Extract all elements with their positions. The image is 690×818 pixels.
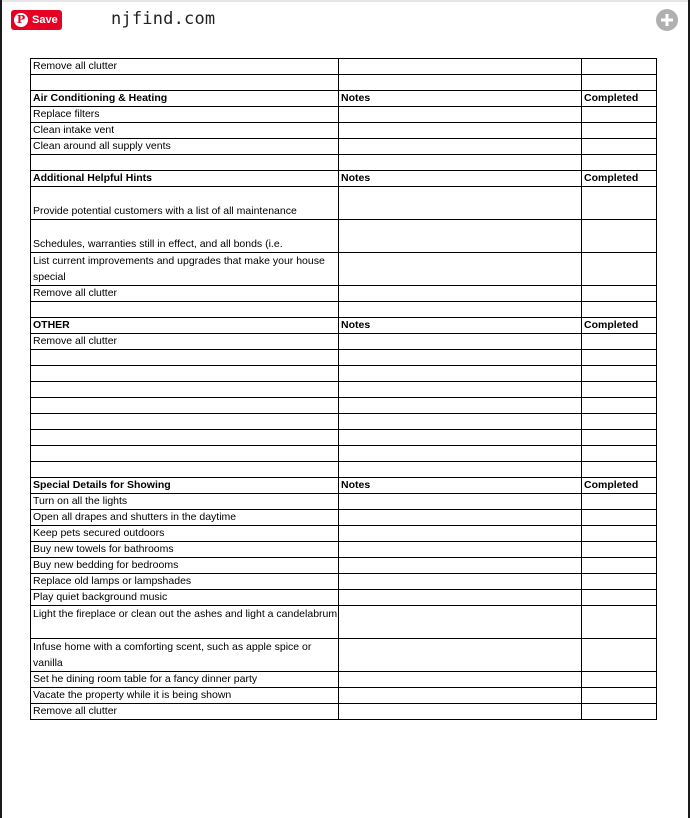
table-row <box>31 334 657 350</box>
completed-cell <box>582 688 657 704</box>
notes-cell <box>339 75 582 91</box>
item-cell: Remove all clutter <box>31 704 339 720</box>
notes-cell <box>339 59 582 75</box>
zoom-in-icon[interactable] <box>656 9 678 31</box>
notes-cell <box>339 334 582 350</box>
notes-cell <box>339 398 582 414</box>
table-row <box>31 574 657 590</box>
notes-cell <box>339 123 582 139</box>
table-row <box>31 59 657 75</box>
item-cell: Remove all clutter <box>31 59 339 75</box>
item-cell <box>31 414 339 430</box>
completed-cell <box>582 574 657 590</box>
item-cell: OTHER <box>31 318 339 334</box>
item-cell: Turn on all the lights <box>31 494 339 510</box>
completed-cell <box>582 704 657 720</box>
completed-cell <box>582 494 657 510</box>
completed-cell <box>582 672 657 688</box>
table-row <box>31 494 657 510</box>
table-row <box>31 75 657 91</box>
table-row <box>31 558 657 574</box>
completed-cell <box>582 542 657 558</box>
notes-cell <box>339 107 582 123</box>
item-cell: Play quiet background music <box>31 590 339 606</box>
item-cell: Special Details for Showing <box>31 478 339 494</box>
table-row <box>31 606 657 639</box>
notes-cell <box>339 590 582 606</box>
notes-cell <box>339 382 582 398</box>
completed-cell <box>582 107 657 123</box>
item-cell: Clean around all supply vents <box>31 139 339 155</box>
item-cell: Buy new towels for bathrooms <box>31 542 339 558</box>
completed-cell <box>582 462 657 478</box>
item-cell <box>31 446 339 462</box>
completed-cell <box>582 558 657 574</box>
completed-cell <box>582 139 657 155</box>
completed-cell <box>582 526 657 542</box>
item-cell: Clean intake vent <box>31 123 339 139</box>
item-cell: Light the fireplace or clean out the ashes and light a candelabrum <box>31 606 339 639</box>
notes-cell <box>339 139 582 155</box>
left-frame-border <box>0 0 2 818</box>
notes-cell <box>339 414 582 430</box>
completed-cell <box>582 75 657 91</box>
notes-cell <box>339 704 582 720</box>
item-cell: Keep pets secured outdoors <box>31 526 339 542</box>
notes-cell <box>339 350 582 366</box>
notes-cell <box>339 462 582 478</box>
table-row <box>31 253 657 286</box>
table-row <box>31 639 657 672</box>
item-cell: Air Conditioning & Heating <box>31 91 339 107</box>
table-row <box>31 155 657 171</box>
notes-cell <box>339 558 582 574</box>
section-header-row <box>31 478 657 494</box>
table-row <box>31 366 657 382</box>
notes-cell <box>339 606 582 639</box>
item-cell <box>31 462 339 478</box>
notes-cell <box>339 542 582 558</box>
notes-cell <box>339 286 582 302</box>
notes-cell <box>339 639 582 672</box>
item-cell: Remove all clutter <box>31 286 339 302</box>
notes-cell <box>339 446 582 462</box>
completed-cell <box>582 366 657 382</box>
table-row <box>31 430 657 446</box>
table-row <box>31 286 657 302</box>
completed-cell <box>582 59 657 75</box>
completed-cell <box>582 187 657 220</box>
table-row <box>31 414 657 430</box>
item-cell <box>31 430 339 446</box>
completed-cell <box>582 253 657 286</box>
completed-cell <box>582 382 657 398</box>
item-cell: Buy new bedding for bedrooms <box>31 558 339 574</box>
notes-cell <box>339 253 582 286</box>
table-row <box>31 123 657 139</box>
item-cell: Provide potential customers with a list of all maintenance <box>31 187 339 220</box>
table-row <box>31 462 657 478</box>
item-cell <box>31 155 339 171</box>
notes-cell: Notes <box>339 318 582 334</box>
notes-cell <box>339 187 582 220</box>
section-header-row <box>31 171 657 187</box>
item-cell: Infuse home with a comforting scent, such as apple spice or vanilla <box>31 639 339 672</box>
top-border <box>0 0 690 2</box>
pinterest-icon: P <box>14 13 28 27</box>
completed-cell <box>582 606 657 639</box>
notes-cell <box>339 366 582 382</box>
item-cell: Replace old lamps or lampshades <box>31 574 339 590</box>
completed-cell: Completed <box>582 318 657 334</box>
table-row <box>31 107 657 123</box>
item-cell <box>31 302 339 318</box>
item-cell <box>31 75 339 91</box>
item-cell: Remove all clutter <box>31 334 339 350</box>
notes-cell: Notes <box>339 171 582 187</box>
table-row <box>31 510 657 526</box>
item-cell <box>31 350 339 366</box>
item-cell <box>31 382 339 398</box>
completed-cell <box>582 414 657 430</box>
table-row <box>31 446 657 462</box>
completed-cell <box>582 639 657 672</box>
table-row <box>31 704 657 720</box>
item-cell: Vacate the property while it is being shown <box>31 688 339 704</box>
item-cell <box>31 366 339 382</box>
notes-cell <box>339 672 582 688</box>
completed-cell <box>582 510 657 526</box>
item-cell: Open all drapes and shutters in the daytime <box>31 510 339 526</box>
item-cell: Set he dining room table for a fancy dinner party <box>31 672 339 688</box>
notes-cell <box>339 526 582 542</box>
section-header-row <box>31 91 657 107</box>
table-row <box>31 220 657 253</box>
completed-cell <box>582 302 657 318</box>
notes-cell <box>339 510 582 526</box>
completed-cell <box>582 334 657 350</box>
section-header-row <box>31 318 657 334</box>
completed-cell: Completed <box>582 478 657 494</box>
item-cell: Additional Helpful Hints <box>31 171 339 187</box>
table-row <box>31 350 657 366</box>
notes-cell <box>339 574 582 590</box>
item-cell <box>31 398 339 414</box>
completed-cell <box>582 430 657 446</box>
notes-cell <box>339 155 582 171</box>
table-row <box>31 382 657 398</box>
completed-cell <box>582 155 657 171</box>
table-row <box>31 542 657 558</box>
table-row <box>31 672 657 688</box>
completed-cell: Completed <box>582 91 657 107</box>
table-row <box>31 139 657 155</box>
table-row <box>31 526 657 542</box>
completed-cell <box>582 220 657 253</box>
notes-cell <box>339 688 582 704</box>
item-cell: List current improvements and upgrades that make your house special <box>31 253 339 286</box>
completed-cell <box>582 398 657 414</box>
table-row <box>31 302 657 318</box>
notes-cell: Notes <box>339 478 582 494</box>
checklist-table <box>30 58 657 720</box>
table-row <box>31 688 657 704</box>
completed-cell <box>582 446 657 462</box>
completed-cell: Completed <box>582 171 657 187</box>
notes-cell <box>339 430 582 446</box>
table-row <box>31 398 657 414</box>
completed-cell <box>582 286 657 302</box>
table-row <box>31 590 657 606</box>
notes-cell <box>339 220 582 253</box>
table-row <box>31 187 657 220</box>
item-cell: Schedules, warranties still in effect, and all bonds (i.e. <box>31 220 339 253</box>
site-url: njfind.com <box>111 9 216 29</box>
notes-cell: Notes <box>339 91 582 107</box>
item-cell: Replace filters <box>31 107 339 123</box>
notes-cell <box>339 494 582 510</box>
notes-cell <box>339 302 582 318</box>
completed-cell <box>582 350 657 366</box>
completed-cell <box>582 590 657 606</box>
pinterest-save-button[interactable] <box>11 10 62 30</box>
save-label: Save <box>32 14 58 26</box>
completed-cell <box>582 123 657 139</box>
